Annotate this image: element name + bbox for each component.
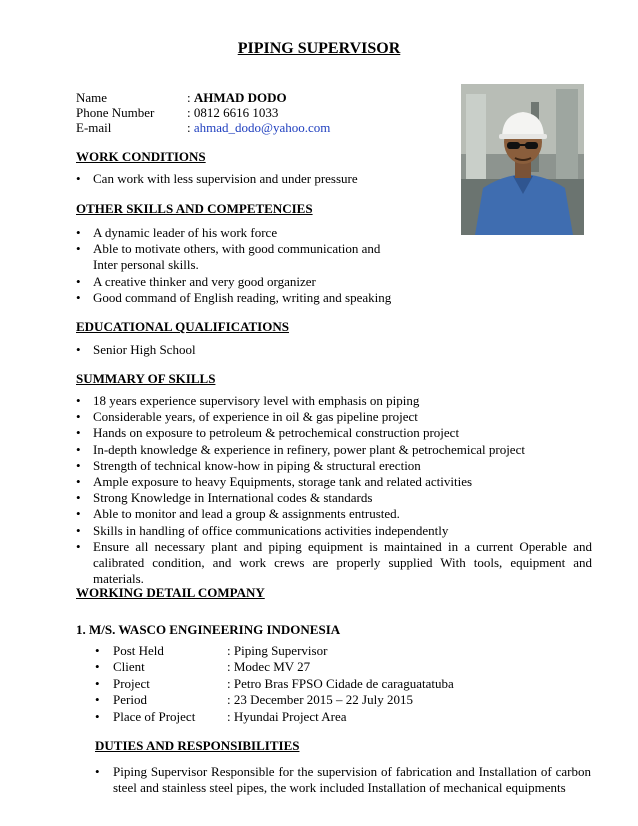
list-item: • Good command of English reading, writing and speaking: [76, 290, 391, 306]
name-label: Name: [76, 90, 108, 105]
detail-key: Place of Project: [113, 708, 196, 724]
colon: :: [187, 90, 194, 105]
working-detail-heading: WORKING DETAIL COMPANY: [76, 585, 265, 600]
duties-heading: DUTIES AND RESPONSIBILITIES: [95, 738, 300, 753]
list-item: • Ensure all necessary plant and piping equipment is maintained in a current Operable and calibrated condition, and work crews are properly supplied With tools, equipment and materials.: [76, 539, 592, 588]
list-item-continuation: Inter personal skills.: [93, 257, 199, 273]
profile-photo: [461, 84, 584, 235]
email-prefix: :: [187, 120, 194, 135]
detail-row: [95, 643, 454, 659]
list-item: • In-depth knowledge & experience in refinery, power plant & petrochemical project: [76, 442, 592, 458]
list-item: • A creative thinker and very good organizer: [76, 274, 391, 290]
detail-row: [95, 659, 454, 675]
detail-value: : Petro Bras FPSO Cidade de caraguatatuba: [227, 675, 454, 691]
phone-label: Phone Number: [76, 105, 155, 120]
company-details-list: [95, 643, 454, 725]
list-item: • 18 years experience supervisory level with emphasis on piping: [76, 393, 592, 409]
work-conditions-heading: WORK CONDITIONS: [76, 149, 206, 164]
detail-row: [95, 676, 454, 692]
duties-list: [95, 764, 591, 797]
detail-value: : Piping Supervisor: [227, 643, 328, 658]
list-item: • Senior High School: [76, 342, 196, 358]
profile-photo-graphic: [461, 84, 584, 235]
education-heading: EDUCATIONAL QUALIFICATIONS: [76, 319, 289, 334]
detail-key: Project: [113, 675, 150, 691]
email-link[interactable]: ahmad_dodo@yahoo.com: [193, 120, 331, 135]
list-item-text: Able to motivate others, with good communication and: [93, 241, 381, 257]
email-label: E-mail: [76, 120, 112, 135]
other-skills-heading: OTHER SKILLS AND COMPETENCIES: [76, 201, 313, 216]
list-item: • Ample exposure to heavy Equipments, storage tank and related activities: [76, 474, 592, 490]
list-item: [76, 241, 391, 273]
list-item: • Can work with less supervision and under pressure: [76, 171, 358, 187]
list-item: • Considerable years, of experience in oil & gas pipeline project: [76, 409, 592, 425]
detail-value: : 23 December 2015 – 22 July 2015: [227, 692, 413, 708]
list-item: • Skills in handling of office communications activities independently: [76, 523, 592, 539]
email-value-row: [187, 120, 330, 136]
list-item: • Hands on exposure to petroleum & petrochemical construction project: [76, 425, 592, 441]
summary-heading: SUMMARY OF SKILLS: [76, 371, 216, 386]
list-item: • A dynamic leader of his work force: [76, 225, 391, 241]
detail-row: [95, 692, 454, 708]
detail-key: Client: [113, 659, 145, 675]
other-skills-list: [76, 225, 391, 306]
list-item: • Piping Supervisor Responsible for the supervision of fabrication and Installation of carbon steel and stainless steel pipes, the work included Installation of mechanical equipments: [95, 764, 591, 797]
phone-value: : 0812 6616 1033: [187, 105, 279, 120]
list-item: • Strong Knowledge in International codes & standards: [76, 490, 592, 506]
list-item: • Strength of technical know-how in piping & structural erection: [76, 458, 592, 474]
list-item: • Able to monitor and lead a group & assignments entrusted.: [76, 506, 592, 522]
detail-key: Period: [113, 692, 147, 708]
summary-list: [76, 393, 592, 587]
detail-value: : Modec MV 27: [227, 659, 311, 675]
company-name: 1. M/S. WASCO ENGINEERING INDONESIA: [76, 622, 341, 637]
name-value-row: [187, 90, 287, 106]
detail-key: Post Held: [113, 643, 164, 658]
detail-value: : Hyundai Project Area: [227, 708, 347, 724]
page-title: PIPING SUPERVISOR: [237, 40, 401, 57]
education-list: [76, 342, 196, 358]
detail-row: [95, 709, 454, 725]
name-value: AHMAD DODO: [193, 90, 287, 105]
work-conditions-list: [76, 171, 358, 187]
